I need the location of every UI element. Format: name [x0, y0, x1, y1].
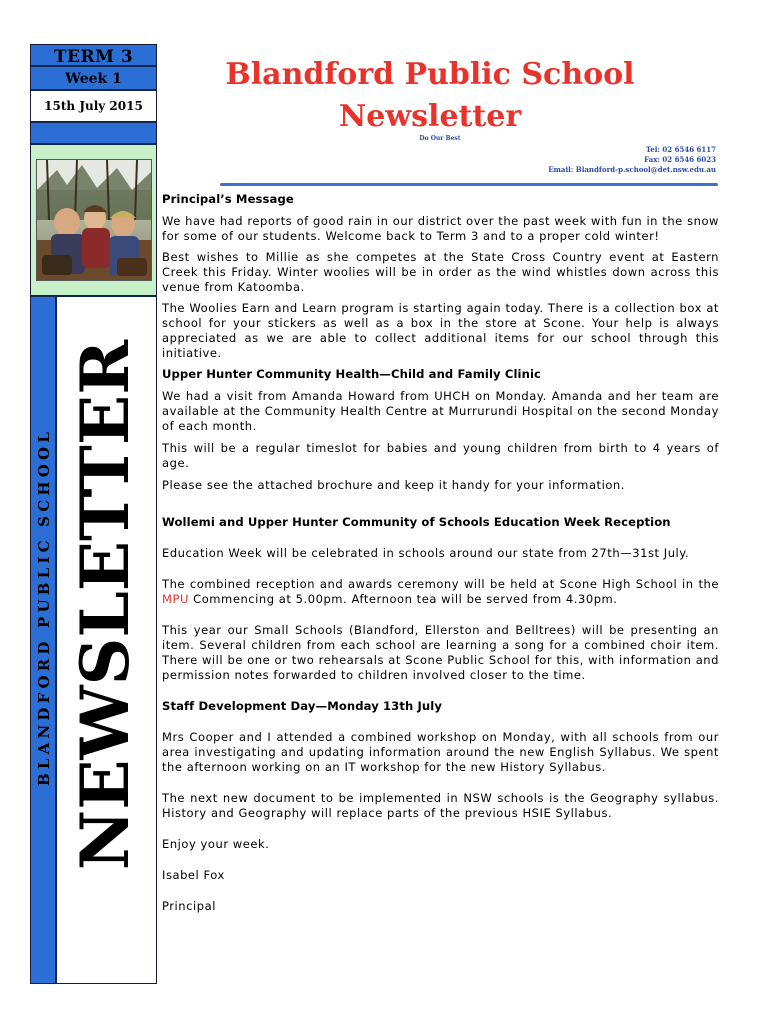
- staff-paragraph-2: The next new document to be implemented in NSW schools is the Geography syllabus. History and Geography will replace parts of the previous HSIE Syllabus.: [162, 791, 719, 820]
- vertical-school-text: BLANDFORD PUBLIC SCHOOL: [35, 428, 53, 786]
- week-banner: [31, 67, 156, 91]
- principal-paragraph-2: Best wishes to Millie as she competes at the State Cross Country event at Eastern Creek this Friday. Winter woolies will be in order as the wind whistles down across this venue from Katoomba.: [162, 250, 719, 294]
- week-label: Week 1: [65, 71, 122, 87]
- principal-paragraph-3: The Woolies Earn and Learn program is starting again today. There is a collection box at school for your stickers as well as a box in the store at Scone. Your help is always appreciated as we are able to collect additional items for our school through this initiative.: [162, 301, 719, 360]
- education-p2-end: Commencing at 5.00pm. Afternoon tea will be served from 4.30pm.: [188, 592, 618, 606]
- education-p2-start: The combined reception and awards ceremony will be held at Scone High School in the: [162, 577, 719, 591]
- health-paragraph-1: We had a visit from Amanda Howard from UHCH on Monday. Amanda and her team are available at the Community Health Centre at Murrurundi Hospital on the second Monday of each month.: [162, 389, 719, 433]
- vertical-newsletter-text: NEWSLETTER: [66, 339, 144, 871]
- education-heading: Wollemi and Upper Hunter Community of Schools Education Week Reception: [162, 515, 671, 529]
- staff-paragraph-1: Mrs Cooper and I attended a combined workshop on Monday, with all schools from our area investigating and updating information around the new English Syllabus. We spent the afternoon working on an IT workshop for the new History Syllabus.: [162, 730, 719, 774]
- closing-role: Principal: [162, 899, 216, 913]
- date-banner: [31, 91, 156, 123]
- term-banner: [31, 45, 156, 67]
- issue-date: 15th July 2015: [44, 99, 143, 113]
- education-paragraph-2: [162, 577, 719, 607]
- principal-paragraph-1: We have had reports of good rain in our district over the past week with fun in the snow for some of our students. Welcome back to Term 3 and to a proper cold winter!: [162, 214, 719, 243]
- photo-panel: [31, 145, 156, 297]
- education-paragraph-3: This year our Small Schools (Blandford, Ellerston and Belltrees) will be presenting an item. Several children from each school are learning a song for a combined choir item. There will be one or two rehearsals at Scone Public School for this, with information and permission notes forwarded to children involved closer to the time.: [162, 623, 719, 682]
- closing-name: Isabel Fox: [162, 868, 225, 882]
- contact-tel: Tel: 02 6546 6117: [645, 145, 716, 154]
- contact-fax: Fax: 02 6546 6023: [644, 155, 716, 164]
- health-paragraph-2: This will be a regular timeslot for babies and young children from birth to 4 years of age.: [162, 441, 719, 470]
- vertical-school-name: [32, 297, 56, 983]
- vertical-title-panel: [31, 297, 156, 983]
- contact-email[interactable]: Email: Blandford-p.school@det.nsw.edu.au: [548, 165, 716, 174]
- children-photo: [36, 159, 152, 281]
- closing-enjoy: Enjoy your week.: [162, 837, 270, 851]
- blue-divider-bar: [31, 123, 156, 145]
- principal-heading: Principal’s Message: [162, 192, 294, 206]
- blue-stripe: [31, 297, 57, 983]
- term-label: TERM 3: [53, 47, 134, 67]
- staff-heading: Staff Development Day—Monday 13th July: [162, 699, 442, 713]
- health-heading: Upper Hunter Community Health—Child and Family Clinic: [162, 367, 542, 381]
- newsletter-title: Newsletter: [338, 99, 522, 134]
- newsletter-body: [162, 192, 719, 914]
- sidebar: [30, 44, 157, 984]
- school-motto: Do Our Best: [419, 135, 461, 142]
- header-divider: [220, 183, 718, 186]
- vertical-newsletter: [65, 297, 145, 983]
- school-title: Blandford Public School: [225, 57, 635, 92]
- mpu-text: MPU: [162, 592, 189, 606]
- health-paragraph-3: Please see the attached brochure and keep it handy for your information.: [162, 478, 625, 492]
- education-paragraph-1: Education Week will be celebrated in schools around our state from 27th—31st July.: [162, 546, 690, 560]
